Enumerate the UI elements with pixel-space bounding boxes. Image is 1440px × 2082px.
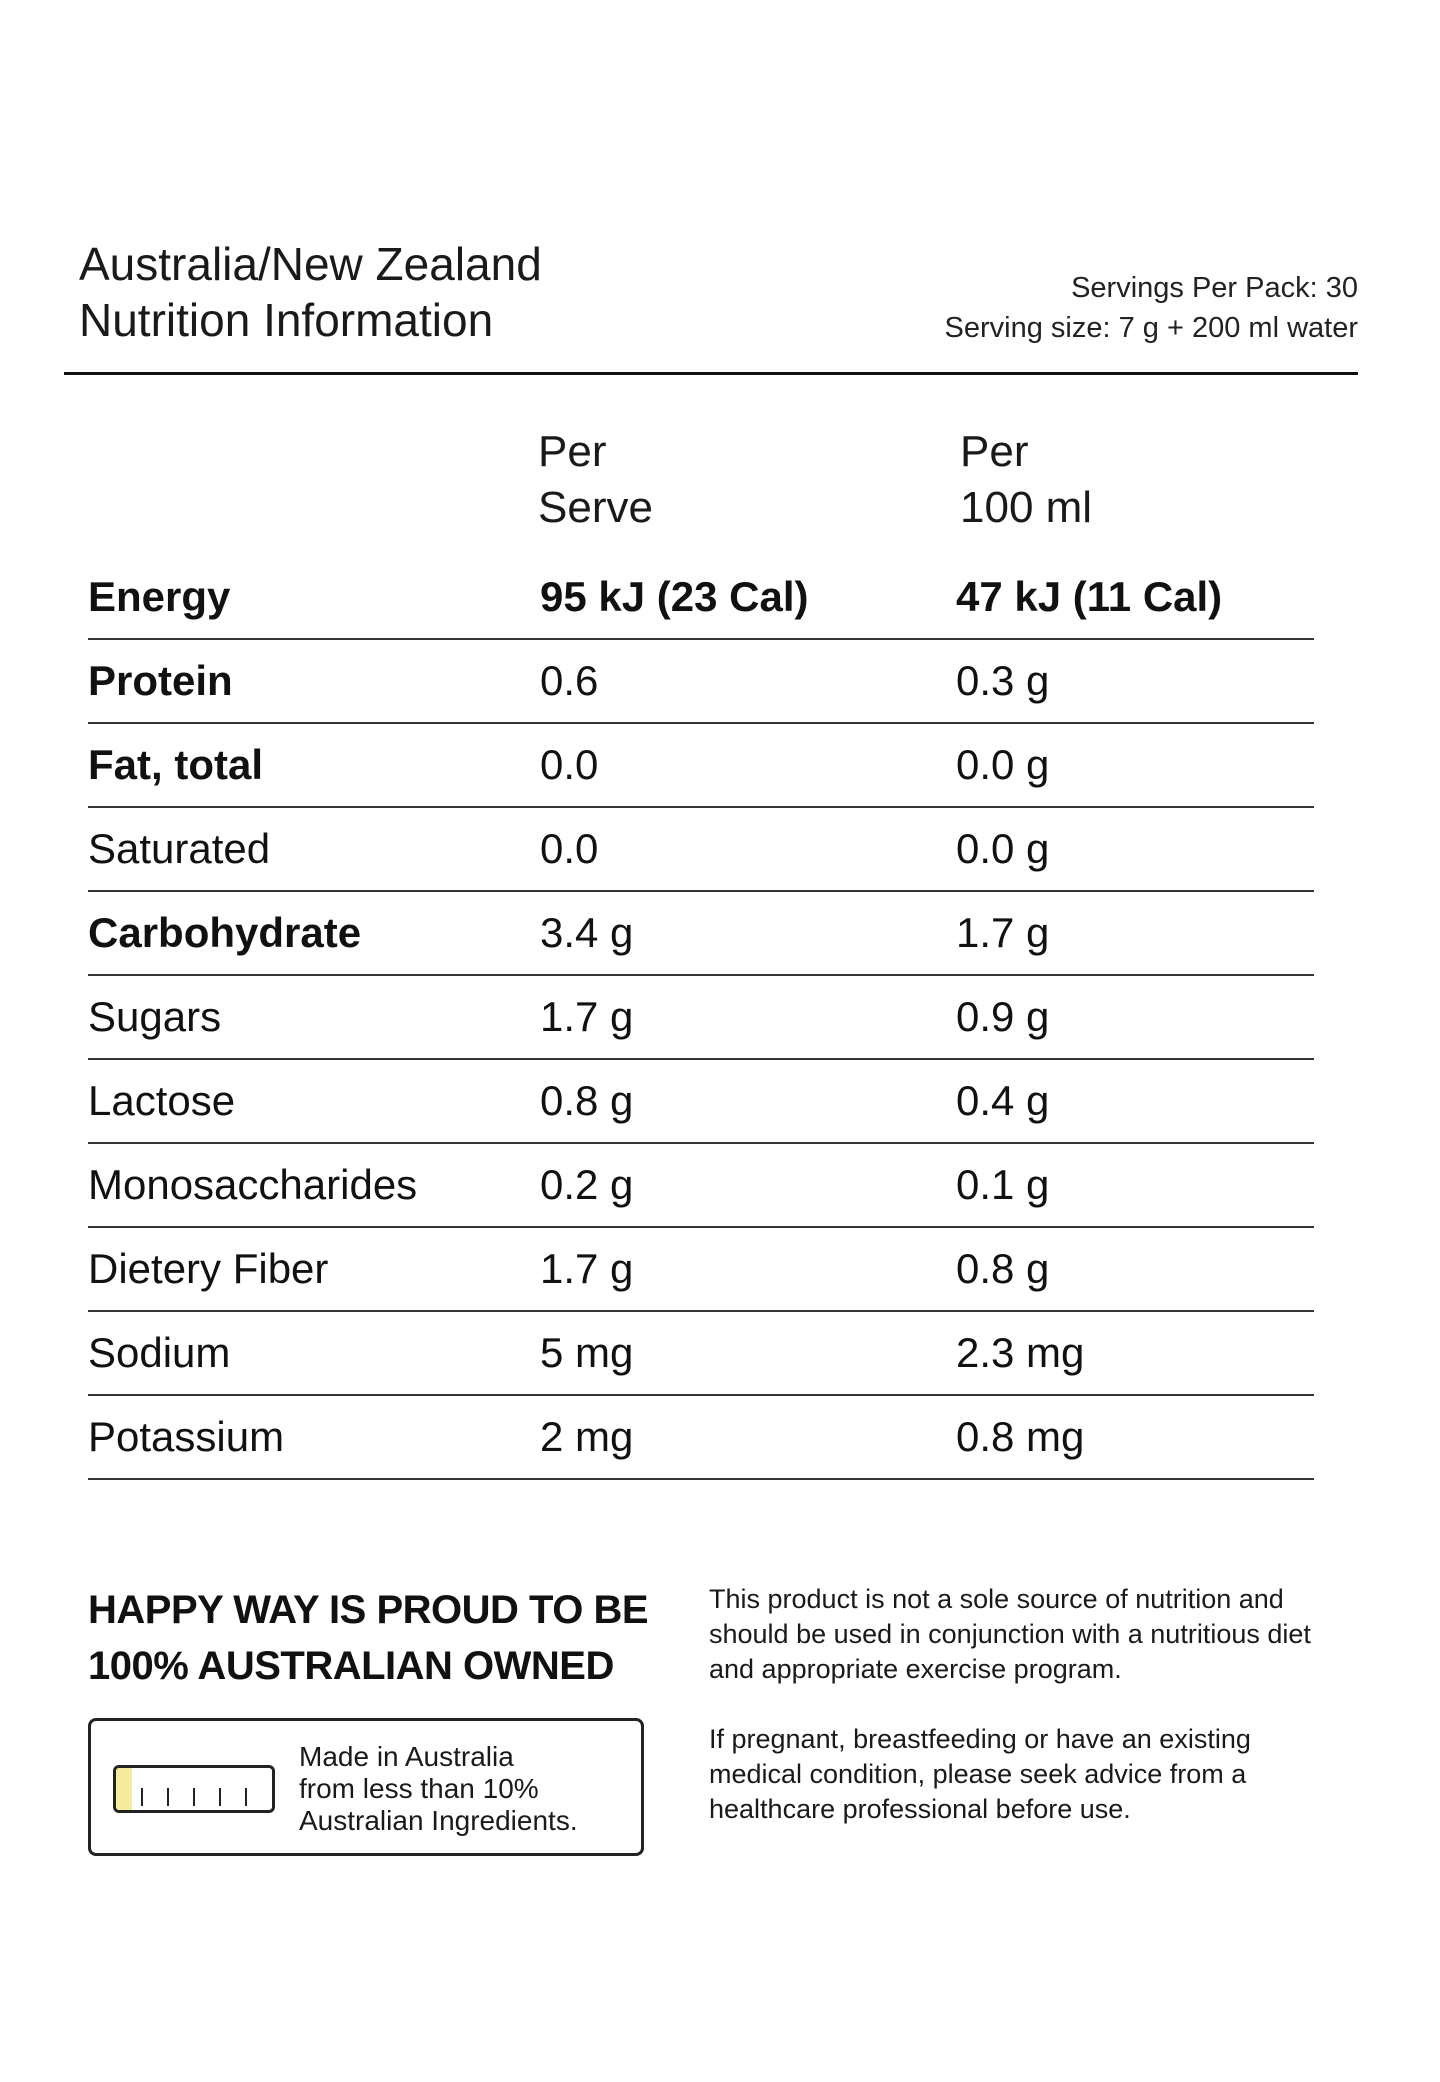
- nutrient-name: Potassium: [88, 1413, 285, 1460]
- table-row-potassium: [88, 1396, 1314, 1480]
- per-serve-value: 0.2 g: [540, 1161, 634, 1208]
- serving-info: [945, 268, 1358, 348]
- disclaimer-nutrition: This product is not a sole source of nutrition and should be used in conjunction with a nutritious diet and appropriate exercise program.: [709, 1584, 1311, 1684]
- badge-line-2: from less than 10%: [299, 1773, 539, 1804]
- column-header-per-serve-line-1: Per: [538, 427, 607, 476]
- table-row-sodium: [88, 1312, 1314, 1396]
- table-row-lactose: [88, 1060, 1314, 1144]
- owned-line-1: HAPPY WAY IS PROUD TO BE: [88, 1588, 649, 1632]
- per-100ml-value: 47 kJ (11 Cal): [956, 573, 1223, 620]
- badge-line-1: Made in Australia: [299, 1741, 514, 1772]
- meter-tick: [167, 1788, 169, 1806]
- nutrient-name: Sugars: [88, 993, 222, 1040]
- per-100ml-value: 2.3 mg: [956, 1329, 1085, 1376]
- column-header-per-100ml-line-1: Per: [960, 427, 1029, 476]
- country-of-origin-badge: [88, 1718, 644, 1856]
- per-100ml-value: 0.3 g: [956, 657, 1050, 704]
- table-row-fat-total: [88, 724, 1314, 808]
- per-serve-value: 0.8 g: [540, 1077, 634, 1124]
- per-100ml-value: 0.4 g: [956, 1077, 1050, 1124]
- nutrition-table: [88, 556, 1314, 1480]
- ingredients-meter-fill: [116, 1768, 132, 1810]
- meter-tick: [193, 1788, 195, 1806]
- meter-tick: [219, 1788, 221, 1806]
- australian-owned-heading: [88, 1582, 648, 1694]
- header-divider: [64, 372, 1358, 375]
- per-serve-value: 0.0: [540, 825, 599, 872]
- column-header-per-100ml: [960, 424, 1092, 536]
- title-line-1: Australia/New Zealand: [79, 238, 542, 290]
- per-100ml-value: 1.7 g: [956, 909, 1050, 956]
- title-line-2: Nutrition Information: [79, 294, 494, 346]
- table-row-dietery-fiber: [88, 1228, 1314, 1312]
- column-header-per-serve-line-2: Serve: [538, 483, 653, 532]
- per-100ml-value: 0.8 g: [956, 1245, 1050, 1292]
- serving-size: Serving size: 7 g + 200 ml water: [944, 312, 1358, 344]
- per-100ml-value: 0.9 g: [956, 993, 1050, 1040]
- meter-tick: [141, 1788, 143, 1806]
- table-row-monosaccharides: [88, 1144, 1314, 1228]
- meter-tick: [245, 1788, 247, 1806]
- per-serve-value: 0.0: [540, 741, 599, 788]
- per-serve-value: 3.4 g: [540, 909, 634, 956]
- nutrient-name: Fat, total: [88, 741, 263, 788]
- per-serve-value: 95 kJ (23 Cal): [540, 573, 809, 620]
- servings-per-pack: Servings Per Pack: 30: [1071, 272, 1358, 304]
- disclaimer-medical: If pregnant, breastfeeding or have an existing medical condition, please seek advice from a healthcare professional before use.: [709, 1724, 1251, 1824]
- per-serve-value: 5 mg: [540, 1329, 634, 1376]
- table-row-energy: [88, 556, 1314, 640]
- nutrient-name: Saturated: [88, 825, 271, 872]
- badge-text: [299, 1741, 578, 1837]
- per-serve-value: 1.7 g: [540, 993, 634, 1040]
- per-100ml-value: 0.0 g: [956, 825, 1050, 872]
- per-serve-value: 0.6: [540, 657, 599, 704]
- nutrient-name: Sodium: [88, 1329, 231, 1376]
- nutrient-name: Dietery Fiber: [88, 1245, 329, 1292]
- disclaimer: [709, 1582, 1329, 1862]
- ingredients-meter-icon: [113, 1765, 275, 1813]
- table-row-protein: [88, 640, 1314, 724]
- table-row-carbohydrate: [88, 892, 1314, 976]
- per-100ml-value: 0.0 g: [956, 741, 1050, 788]
- per-100ml-value: 0.1 g: [956, 1161, 1050, 1208]
- table-row-sugars: [88, 976, 1314, 1060]
- nutrient-name: Carbohydrate: [88, 909, 362, 956]
- nutrient-name: Protein: [88, 657, 233, 704]
- per-serve-value: 1.7 g: [540, 1245, 634, 1292]
- page-title: [79, 236, 542, 348]
- column-header-per-serve: [538, 424, 653, 536]
- per-100ml-value: 0.8 mg: [956, 1413, 1085, 1460]
- per-serve-value: 2 mg: [540, 1413, 634, 1460]
- column-header-per-100ml-line-2: 100 ml: [960, 483, 1093, 532]
- owned-line-2: 100% AUSTRALIAN OWNED: [88, 1644, 614, 1688]
- badge-line-3: Australian Ingredients.: [299, 1805, 578, 1836]
- nutrient-name: Energy: [88, 573, 231, 620]
- nutrient-name: Monosaccharides: [88, 1161, 418, 1208]
- nutrient-name: Lactose: [88, 1077, 236, 1124]
- table-row-saturated: [88, 808, 1314, 892]
